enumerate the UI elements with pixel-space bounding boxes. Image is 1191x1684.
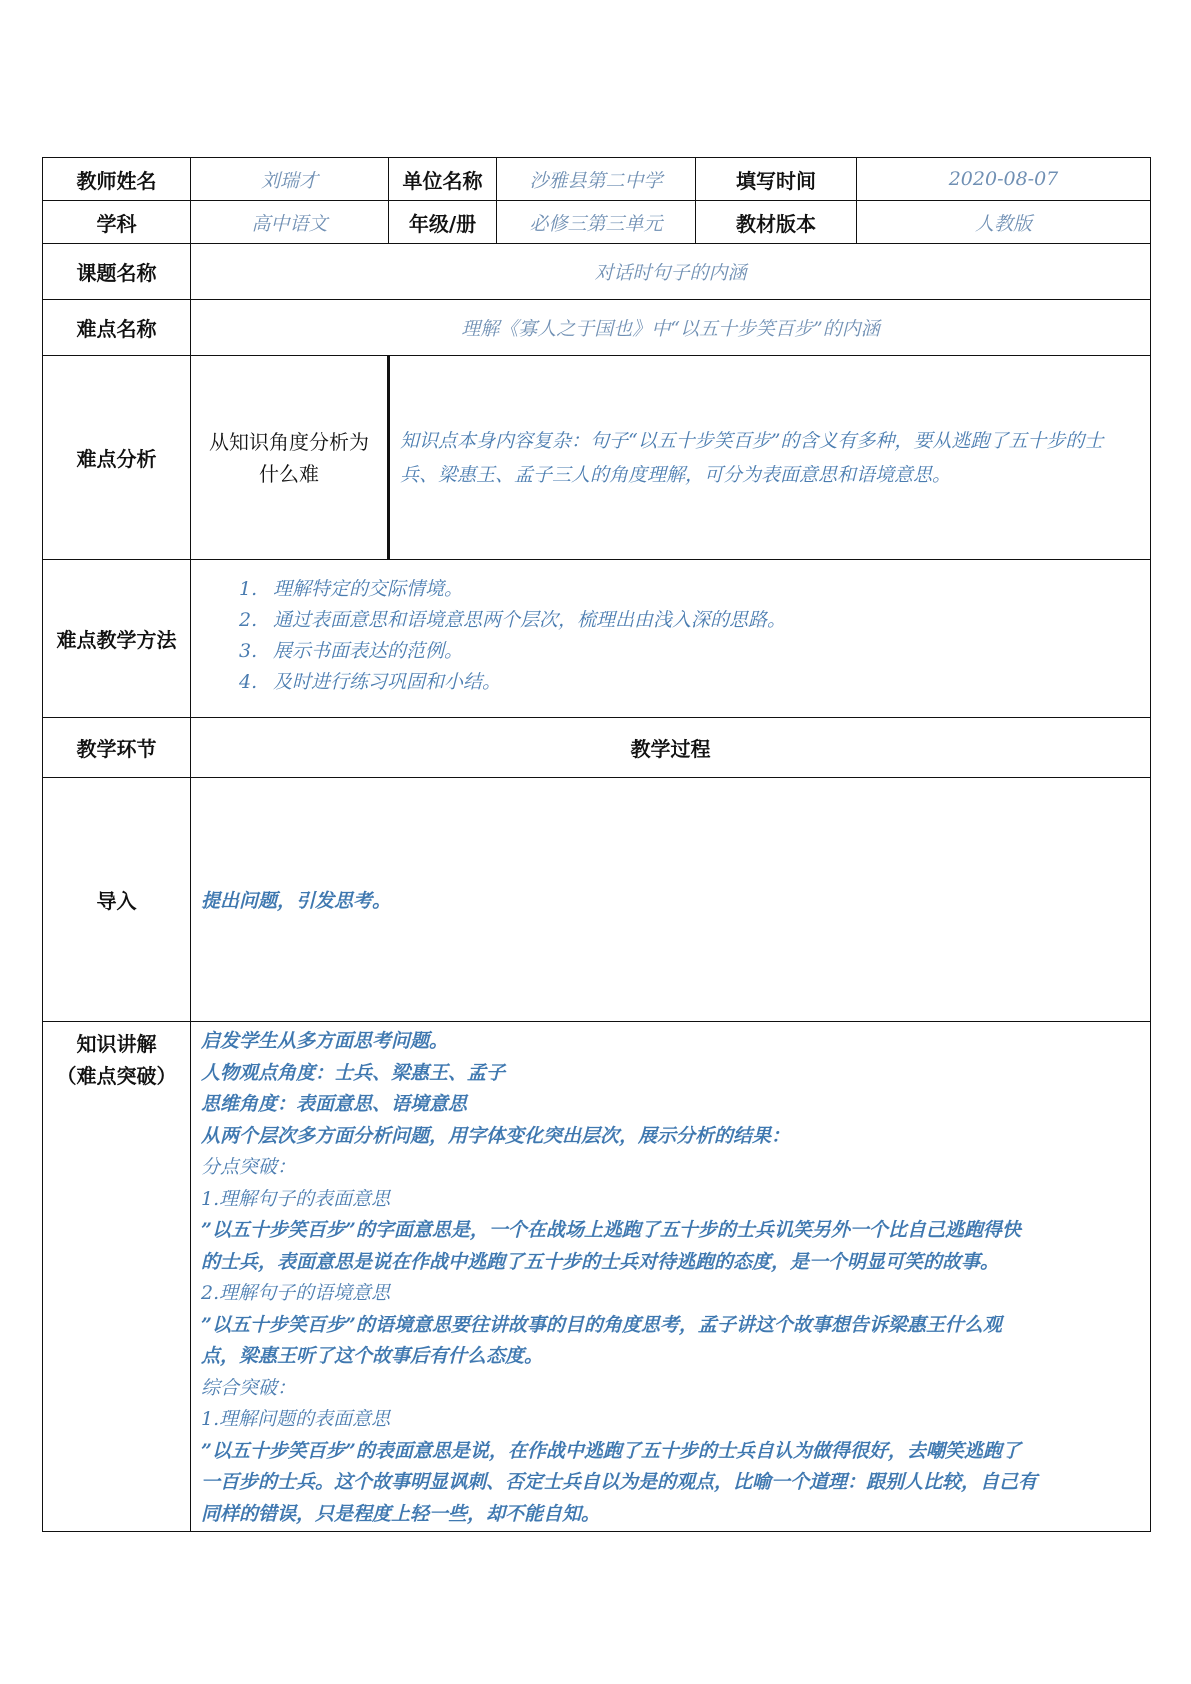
difficulty-label: 难点名称 xyxy=(43,300,191,356)
knowledge-label xyxy=(43,1022,191,1532)
lesson-plan-form xyxy=(42,157,1150,1531)
methods-cell xyxy=(191,560,1151,718)
analysis-sub-label: 从知识角度分析为什么难 xyxy=(191,356,389,560)
knowledge-label-line1: 知识讲解 xyxy=(76,1032,157,1056)
analysis-row xyxy=(43,356,1151,560)
teacher-value: 刘瑞才 xyxy=(191,158,389,201)
methods-row xyxy=(43,560,1151,718)
intro-text: 提出问题，引发思考。 xyxy=(191,778,1151,1022)
date-value: 2020-08-07 xyxy=(857,158,1151,201)
knowledge-row xyxy=(43,1022,1151,1532)
difficulty-row xyxy=(43,300,1151,356)
knowledge-line: 人物观点角度：士兵、梁惠王、孟子 xyxy=(201,1061,506,1084)
knowledge-label-line2: （难点突破） xyxy=(56,1064,177,1088)
intro-row xyxy=(43,778,1151,1022)
stage-label: 教学环节 xyxy=(43,718,191,778)
knowledge-line: ”以五十步笑百步”的语境意思要往讲故事的目的角度思考，孟子讲这个故事想告诉梁惠王什么观 xyxy=(201,1313,1002,1336)
analysis-label: 难点分析 xyxy=(43,356,191,560)
subject-value: 高中语文 xyxy=(191,201,389,244)
knowledge-line: 思维角度：表面意思、语境意思 xyxy=(201,1093,468,1115)
knowledge-line: ”以五十步笑百步”的表面意思是说，在作战中逃跑了五十步的士兵自认为做得很好，去嘲笑逃跑了 xyxy=(201,1439,1021,1462)
edition-value: 人教版 xyxy=(857,201,1151,244)
list-item: 3. 展示书面表达的范例。 xyxy=(239,640,464,662)
knowledge-line: 点，梁惠王听了这个故事后有什么态度。 xyxy=(201,1345,544,1367)
analysis-text: 知识点本身内容复杂：句子“以五十步笑百步”的含义有多种，要从逃跑了五十步的士兵、梁惠王、孟子三人的角度理解，可分为表面意思和语境意思。 xyxy=(389,356,1151,560)
knowledge-line: 1.理解句子的表面意思 xyxy=(201,1187,391,1210)
process-header-row xyxy=(43,718,1151,778)
unit-value: 沙雅县第二中学 xyxy=(497,158,696,201)
knowledge-content xyxy=(191,1022,1151,1532)
topic-value: 对话时句子的内涵 xyxy=(191,244,1151,300)
knowledge-line: 从两个层次多方面分析问题，用字体变化突出层次，展示分析的结果： xyxy=(201,1124,791,1147)
knowledge-line: 同样的错误，只是程度上轻一些，却不能自知。 xyxy=(201,1502,601,1525)
unit-label: 单位名称 xyxy=(389,158,497,201)
grade-label: 年级/册 xyxy=(389,201,497,244)
methods-label: 难点教学方法 xyxy=(43,560,191,718)
subject-label: 学科 xyxy=(43,201,191,244)
topic-row xyxy=(43,244,1151,300)
topic-label: 课题名称 xyxy=(43,244,191,300)
knowledge-line: 一百步的士兵。这个故事明显讽刺、否定士兵自以为是的观点，比喻一个道理：跟别人比较，自己有 xyxy=(201,1471,1038,1493)
grade-value: 必修三第三单元 xyxy=(497,201,696,244)
date-label: 填写时间 xyxy=(696,158,857,201)
methods-list xyxy=(191,574,1150,698)
list-item: 2. 通过表面意思和语境意思两个层次，梳理出由浅入深的思路。 xyxy=(239,609,787,631)
knowledge-line: 分点突破： xyxy=(201,1156,297,1178)
difficulty-value: 理解《寡人之于国也》中“以五十步笑百步”的内涵 xyxy=(191,300,1151,356)
teacher-label: 教师姓名 xyxy=(43,158,191,201)
list-item: 1. 理解特定的交际情境。 xyxy=(239,578,464,600)
lesson-plan-table xyxy=(42,157,1151,1532)
process-label: 教学过程 xyxy=(191,718,1151,778)
knowledge-line: 2.理解句子的语境意思 xyxy=(201,1282,391,1304)
knowledge-lines xyxy=(191,1022,1150,1530)
edition-label: 教材版本 xyxy=(696,201,857,244)
knowledge-line: 1.理解问题的表面意思 xyxy=(201,1408,391,1430)
knowledge-line: ”以五十步笑百步”的字面意思是，一个在战场上逃跑了五十步的士兵讥笑另外一个比自己逃跑得快 xyxy=(201,1219,1021,1241)
knowledge-line: 的士兵，表面意思是说在作战中逃跑了五十步的士兵对待逃跑的态度，是一个明显可笑的故事。 xyxy=(201,1250,1000,1273)
intro-label: 导入 xyxy=(43,778,191,1022)
knowledge-line: 启发学生从多方面思考问题。 xyxy=(201,1030,449,1052)
info-row-1 xyxy=(43,158,1151,201)
info-row-2 xyxy=(43,201,1151,244)
list-item: 4. 及时进行练习巩固和小结。 xyxy=(239,671,502,693)
knowledge-line: 综合突破： xyxy=(201,1376,297,1399)
